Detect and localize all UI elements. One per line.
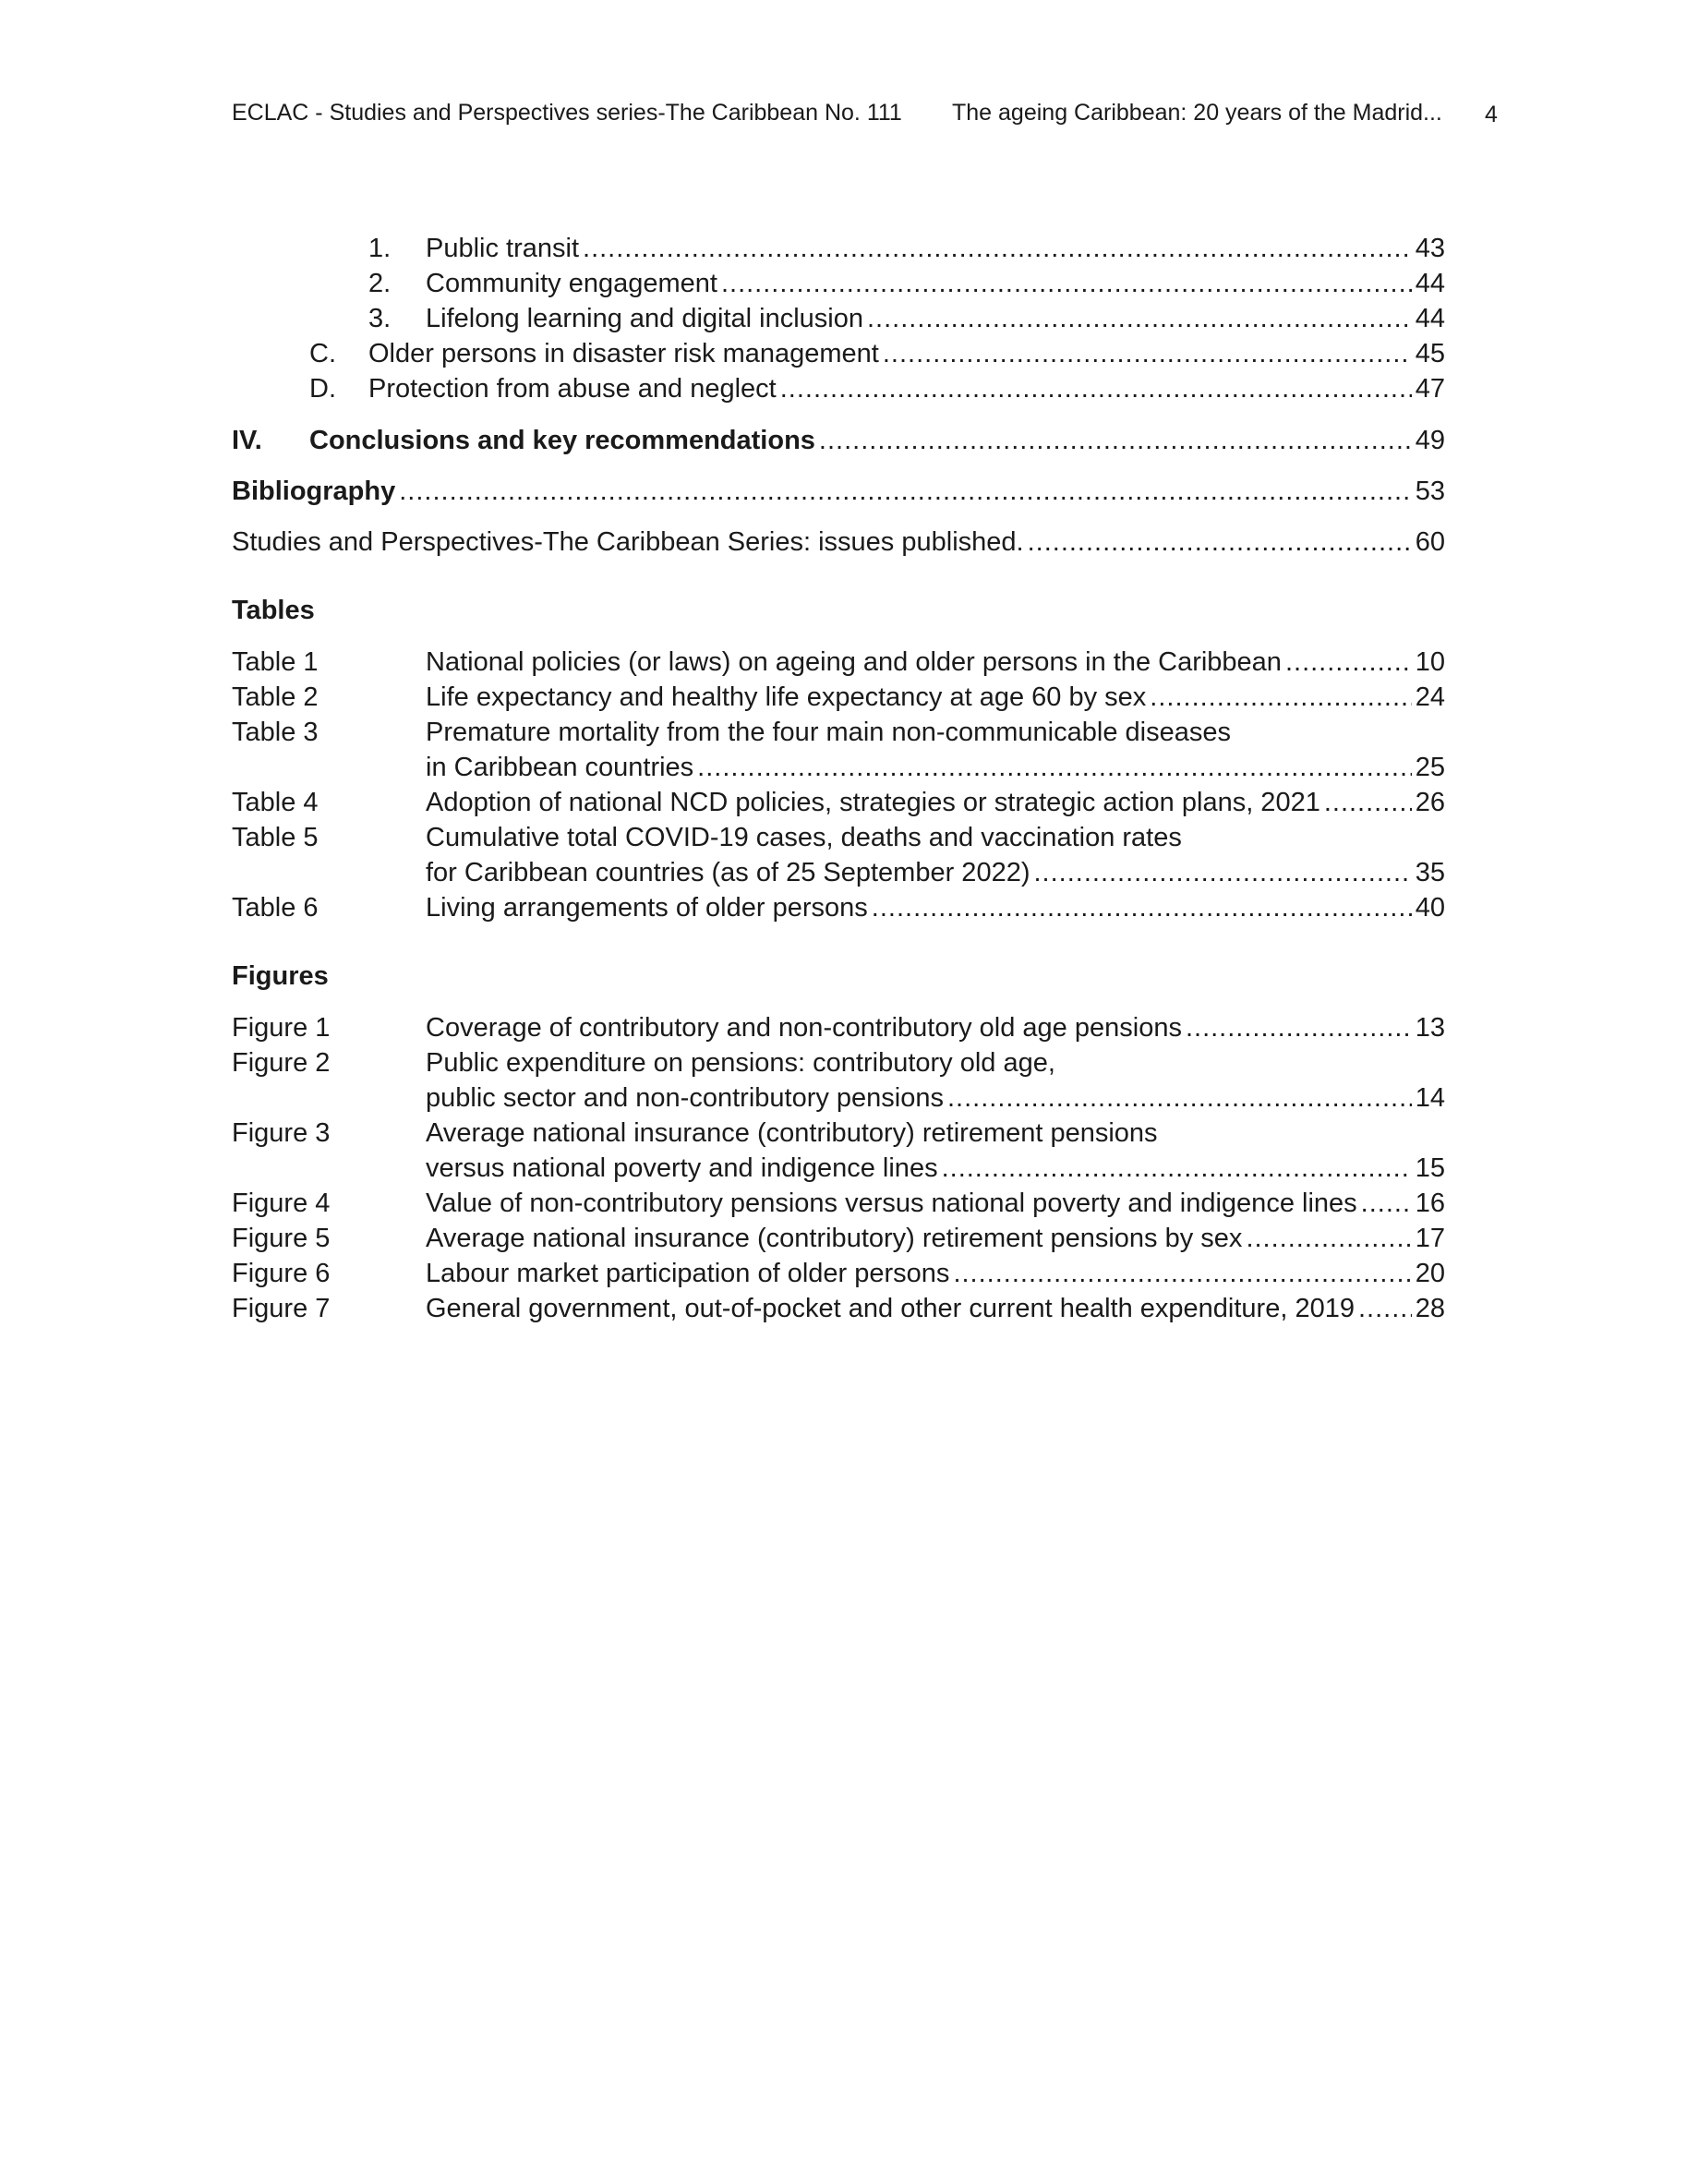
table-entry[interactable] (232, 680, 1445, 715)
entry-text: Labour market participation of older persons (426, 1259, 950, 1288)
entry-text: Adoption of national NCD policies, strategies or strategic action plans, 2021 (426, 788, 1320, 817)
entry-page: 53 (1415, 477, 1445, 506)
entry-page: 15 (1415, 1153, 1445, 1183)
leader-dots (1028, 525, 1412, 560)
page-header (232, 100, 1499, 137)
entry-text: National policies (or laws) on ageing and older persons in the Caribbean (426, 647, 1282, 677)
entry-number: IV. (232, 426, 262, 455)
entry-text: Public expenditure on pensions: contributory old age, (426, 1048, 1055, 1078)
entry-text: Lifelong learning and digital inclusion (426, 304, 863, 333)
leader-dots (1033, 855, 1411, 890)
entry-text: in Caribbean countries (426, 753, 694, 782)
table-entry[interactable] (232, 785, 1445, 820)
leader-dots (721, 266, 1412, 301)
tables-list (232, 645, 1445, 925)
figure-entry[interactable] (232, 1116, 1445, 1151)
entry-page: 35 (1415, 858, 1445, 887)
leader-dots (947, 1080, 1412, 1116)
leader-dots (697, 750, 1412, 785)
entry-text: Older persons in disaster risk management (368, 339, 879, 368)
entry-number: C. (309, 339, 336, 368)
entry-text: Protection from abuse and neglect (368, 374, 777, 404)
figures-list (232, 1010, 1445, 1326)
leader-dots (872, 890, 1412, 925)
figure-entry[interactable] (232, 1291, 1445, 1326)
leader-dots (1324, 785, 1412, 820)
entry-text: General government, out-of-pocket and other current health expenditure, 2019 (426, 1294, 1355, 1323)
figure-entry[interactable] (232, 1010, 1445, 1045)
leader-dots (1358, 1291, 1412, 1326)
figures-heading: Figures (232, 961, 329, 991)
entry-page: 20 (1415, 1259, 1445, 1288)
entry-page: 24 (1415, 682, 1445, 712)
leader-dots (1150, 680, 1411, 715)
toc-entry-disaster-risk[interactable] (232, 336, 1445, 371)
entry-page: 49 (1415, 426, 1445, 455)
entry-text: Living arrangements of older persons (426, 893, 868, 923)
toc-entry-protection-abuse[interactable] (232, 371, 1445, 406)
leader-dots (942, 1151, 1412, 1186)
leader-dots (867, 301, 1412, 336)
entry-page: 40 (1415, 893, 1445, 923)
table-label: Table 5 (232, 823, 319, 852)
figure-entry-continued[interactable] (232, 1151, 1445, 1186)
entry-number: 2. (368, 269, 392, 298)
entry-text: public sector and non-contributory pensions (426, 1083, 944, 1113)
figure-entry-continued[interactable] (232, 1080, 1445, 1116)
table-entry-continued[interactable] (232, 855, 1445, 890)
leader-dots (399, 474, 1412, 509)
document-title: The ageing Caribbean: 20 years of the Madrid... (952, 100, 1442, 126)
table-entry-continued[interactable] (232, 750, 1445, 785)
entry-text: Conclusions and key recommendations (309, 426, 815, 455)
leader-dots (1246, 1221, 1411, 1256)
entry-text: Average national insurance (contributory) retirement pensions (426, 1118, 1158, 1148)
series-title: ECLAC - Studies and Perspectives series-The Caribbean No. 111 (232, 100, 902, 126)
page-number: 4 (1485, 102, 1498, 127)
toc-entry-chapter-iv[interactable] (232, 423, 1445, 458)
table-label: Table 4 (232, 788, 319, 817)
table-entry[interactable] (232, 715, 1445, 750)
table-entry[interactable] (232, 890, 1445, 925)
toc-entry-issues-published[interactable] (232, 525, 1445, 560)
figure-label: Figure 7 (232, 1294, 331, 1323)
figure-entry[interactable] (232, 1186, 1445, 1221)
figure-label: Figure 4 (232, 1189, 331, 1218)
entry-text: for Caribbean countries (as of 25 September 2022) (426, 858, 1030, 887)
figure-label: Figure 2 (232, 1048, 331, 1078)
entry-page: 45 (1415, 339, 1445, 368)
figure-label: Figure 5 (232, 1224, 331, 1253)
figure-entry[interactable] (232, 1045, 1445, 1080)
entry-number: 3. (368, 304, 392, 333)
figure-label: Figure 6 (232, 1259, 331, 1288)
entry-text: Studies and Perspectives-The Caribbean Series: issues published. (232, 527, 1024, 557)
entry-page: 28 (1415, 1294, 1445, 1323)
entry-page: 25 (1415, 753, 1445, 782)
entry-page: 47 (1415, 374, 1445, 404)
entry-page: 10 (1415, 647, 1445, 677)
table-entry[interactable] (232, 820, 1445, 855)
entry-number: 1. (368, 234, 392, 263)
entry-text: Cumulative total COVID-19 cases, deaths and vaccination rates (426, 823, 1182, 852)
entry-text: Community engagement (426, 269, 717, 298)
tables-heading: Tables (232, 596, 315, 625)
entry-text: Average national insurance (contributory) retirement pensions by sex (426, 1224, 1243, 1253)
table-entry[interactable] (232, 645, 1445, 680)
entry-page: 43 (1415, 234, 1445, 263)
leader-dots (953, 1256, 1411, 1291)
entry-page: 26 (1415, 788, 1445, 817)
entry-text: Premature mortality from the four main non-communicable diseases (426, 718, 1231, 747)
leader-dots (1186, 1010, 1412, 1045)
figure-label: Figure 3 (232, 1118, 331, 1148)
figure-entry[interactable] (232, 1221, 1445, 1256)
entry-text: Bibliography (232, 477, 396, 506)
entry-page: 16 (1415, 1189, 1445, 1218)
entry-page: 44 (1415, 269, 1445, 298)
table-label: Table 2 (232, 682, 319, 712)
leader-dots (780, 371, 1412, 406)
entry-text: Coverage of contributory and non-contributory old age pensions (426, 1013, 1182, 1043)
entry-page: 60 (1415, 527, 1445, 557)
toc-entry-lifelong-learning[interactable] (232, 301, 1445, 336)
entry-page: 17 (1415, 1224, 1445, 1253)
table-label: Table 6 (232, 893, 319, 923)
table-of-contents (232, 231, 1445, 1326)
entry-page: 14 (1415, 1083, 1445, 1113)
entry-text: Value of non-contributory pensions versus national poverty and indigence lines (426, 1189, 1357, 1218)
entry-text: Public transit (426, 234, 580, 263)
toc-entry-public-transit[interactable] (232, 231, 1445, 266)
table-label: Table 1 (232, 647, 319, 677)
leader-dots (583, 231, 1412, 266)
leader-dots (1285, 645, 1412, 680)
leader-dots (819, 423, 1412, 458)
toc-entry-community-engagement[interactable] (232, 266, 1445, 301)
figure-label: Figure 1 (232, 1013, 331, 1043)
table-label: Table 3 (232, 718, 319, 747)
leader-dots (883, 336, 1412, 371)
entry-text: versus national poverty and indigence lines (426, 1153, 938, 1183)
figure-entry[interactable] (232, 1256, 1445, 1291)
toc-entry-bibliography[interactable] (232, 474, 1445, 509)
entry-number: D. (309, 374, 336, 404)
entry-text: Life expectancy and healthy life expectancy at age 60 by sex (426, 682, 1147, 712)
entry-page: 13 (1415, 1013, 1445, 1043)
leader-dots (1361, 1186, 1412, 1221)
entry-page: 44 (1415, 304, 1445, 333)
